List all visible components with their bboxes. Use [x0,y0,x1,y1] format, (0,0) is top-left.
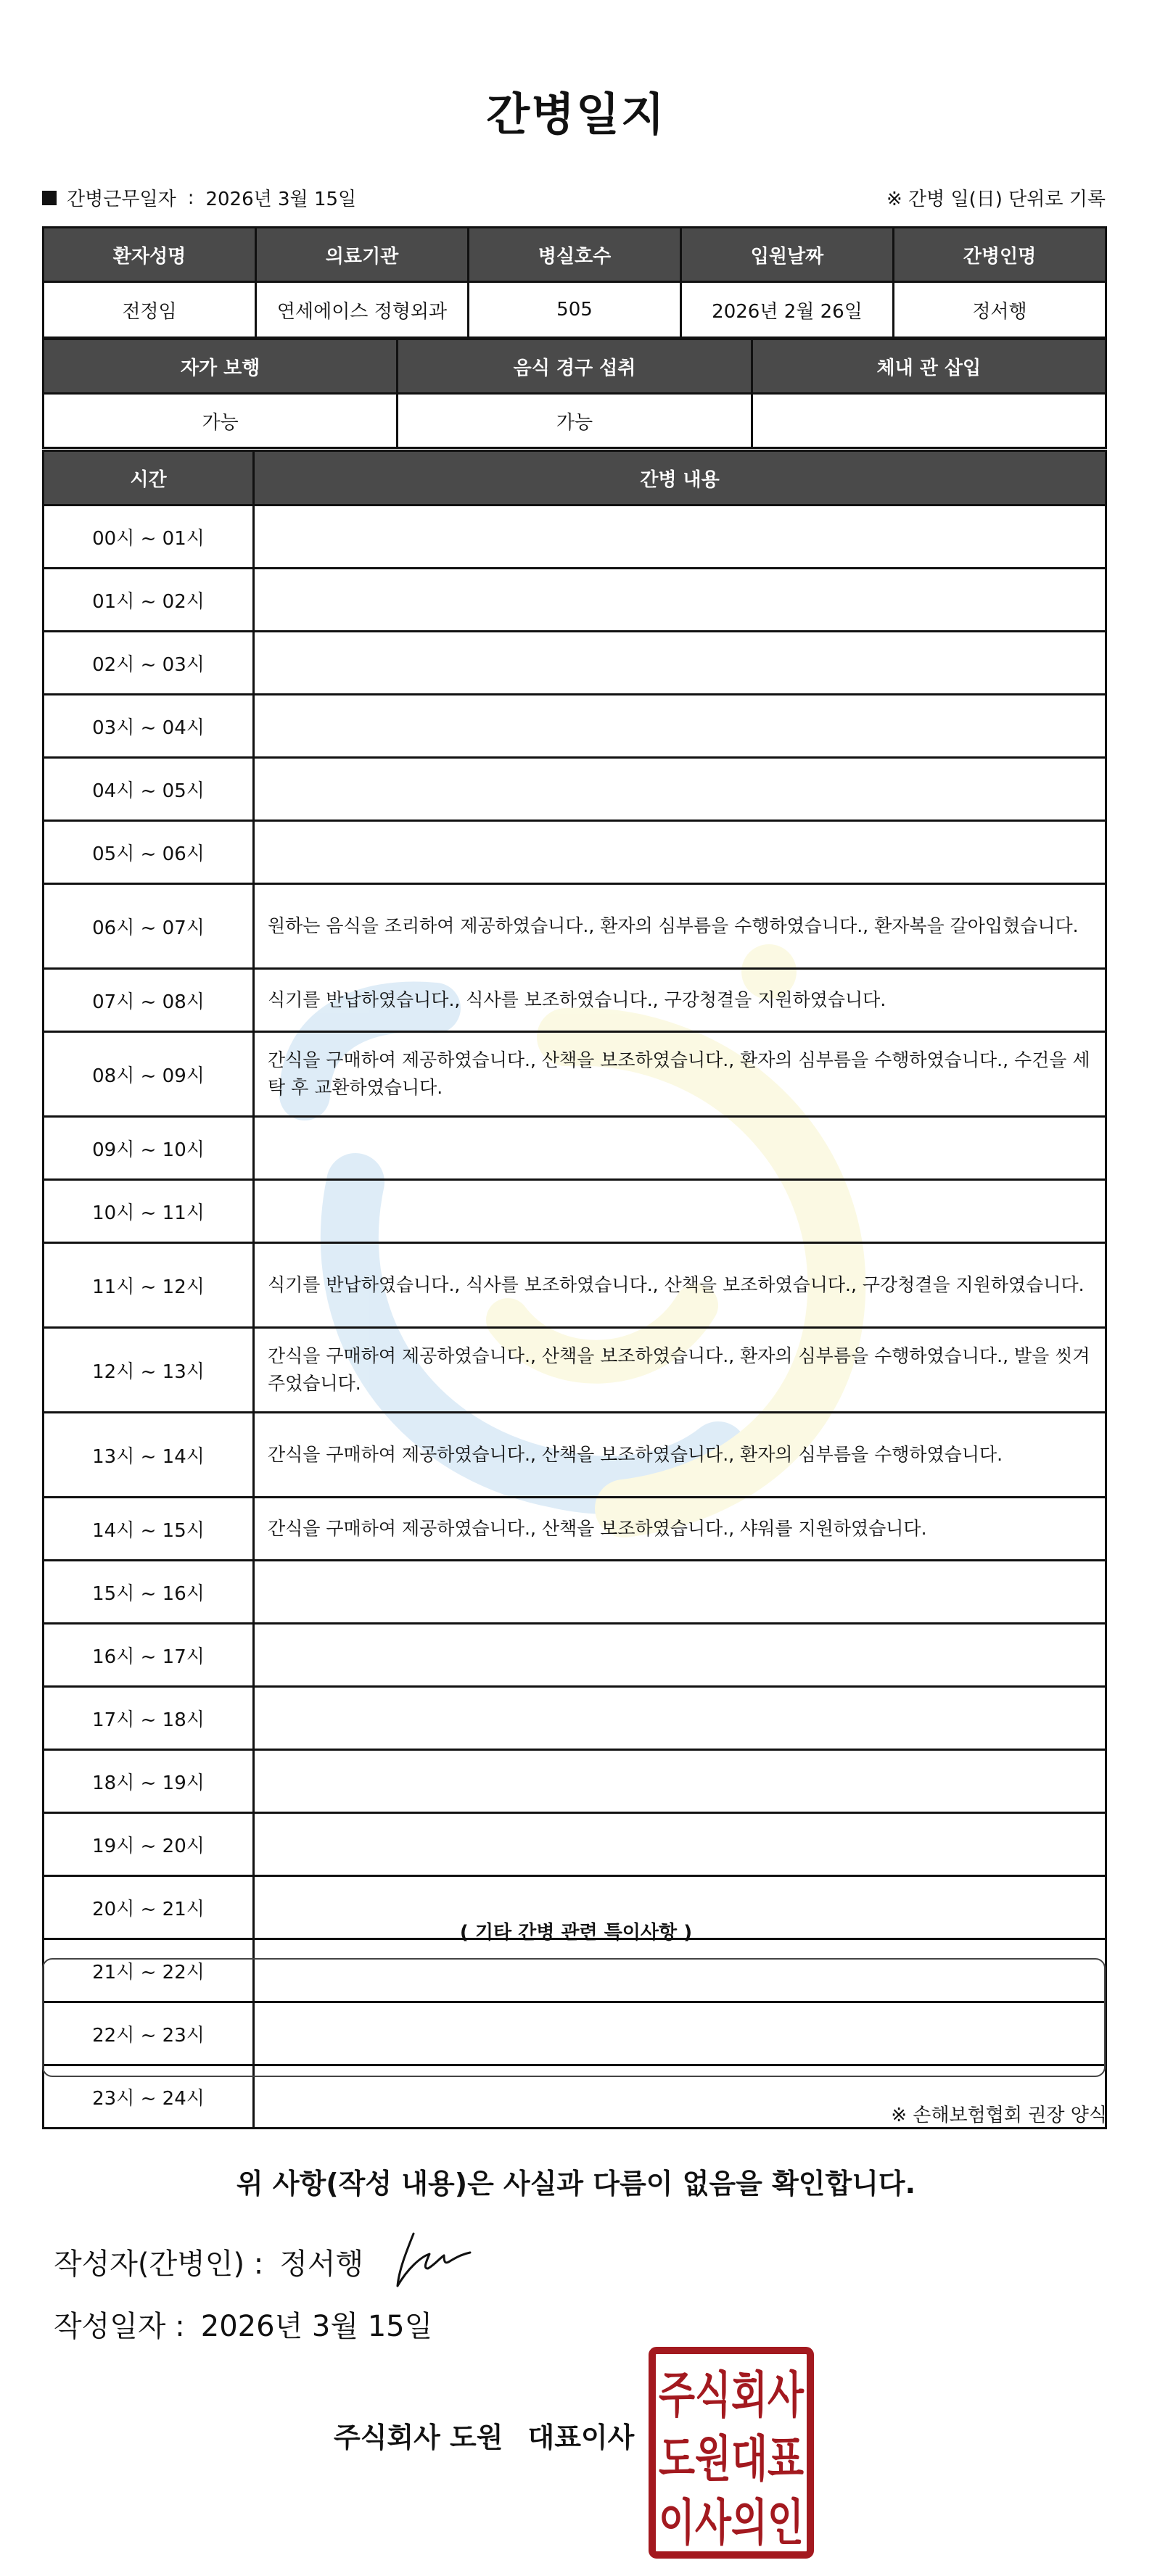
header-oral-intake: 음식 경구 섭취 [398,339,752,394]
header-tube-insertion: 체내 관 삽입 [752,339,1106,394]
table-row [44,505,1106,569]
time-cell: 01시 ~ 02시 [44,569,254,632]
time-cell: 09시 ~ 10시 [44,1117,254,1180]
time-cell: 13시 ~ 14시 [44,1413,254,1498]
care-content-cell[interactable] [254,1180,1106,1243]
header-care-content: 간병 내용 [254,451,1106,505]
company-line [334,2415,634,2455]
table-row [44,1180,1106,1243]
header-room-number: 병실호수 [469,228,681,282]
care-content-cell[interactable] [254,1750,1106,1813]
time-cell: 12시 ~ 13시 [44,1328,254,1413]
patient-info-table [42,226,1107,339]
table-row [44,1032,1106,1117]
writer-line [54,2241,363,2282]
table-row [44,1413,1106,1498]
confirmation-statement: 위 사항(작성 내용)은 사실과 다름이 없음을 확인합니다. [236,2168,916,2200]
header-admission-date: 입원날짜 [681,228,894,282]
table-row [44,1328,1106,1413]
time-cell: 19시 ~ 20시 [44,1813,254,1876]
room-number: 505 [469,282,681,338]
time-cell: 03시 ~ 04시 [44,695,254,758]
svg-text:도원대표: 도원대표 [659,2431,805,2488]
care-content-cell[interactable] [254,569,1106,632]
meta-line [42,184,1106,213]
table-row [44,1813,1106,1876]
recommend-note: ※ 손해보험협회 권장 양식 [891,2105,1107,2126]
table-row [44,1687,1106,1750]
care-content-cell[interactable] [254,1687,1106,1750]
oral-intake: 가능 [398,394,752,448]
care-content-cell[interactable] [254,1117,1106,1180]
time-cell: 16시 ~ 17시 [44,1624,254,1687]
care-content-cell[interactable] [254,505,1106,569]
date-label: 작성일자 : [54,2310,185,2343]
care-content-cell[interactable]: 식기를 반납하였습니다., 식사를 보조하였습니다., 산책을 보조하였습니다., 구강청결을 지원하였습니다. [254,1243,1106,1328]
care-content-cell[interactable] [254,1624,1106,1687]
header-self-walking: 자가 보행 [44,339,398,394]
care-content-cell[interactable]: 간식을 구매하여 제공하였습니다., 산책을 보조하였습니다., 환자의 심부름을 수행하였습니다. [254,1413,1106,1498]
time-cell: 05시 ~ 06시 [44,821,254,884]
header-hospital: 의료기관 [256,228,469,282]
time-cell: 14시 ~ 15시 [44,1498,254,1561]
time-cell: 22시 ~ 23시 [44,2002,254,2065]
tube-insertion [752,394,1106,448]
time-cell: 11시 ~ 12시 [44,1243,254,1328]
work-date-value: 2026년 3월 15일 [205,189,357,210]
table-row [44,1624,1106,1687]
care-content-cell[interactable]: 간식을 구매하여 제공하였습니다., 산책을 보조하였습니다., 샤워를 지원하였습니다. [254,1498,1106,1561]
care-content-cell[interactable]: 간식을 구매하여 제공하였습니다., 산책을 보조하였습니다., 환자의 심부름을 수행하였습니다., 수건을 세탁 후 교환하였습니다. [254,1032,1106,1117]
care-content-cell[interactable]: 원하는 음식을 조리하여 제공하였습니다., 환자의 심부름을 수행하였습니다., 환자복을 갈아입혔습니다. [254,884,1106,969]
header-time: 시간 [44,451,254,505]
header-caregiver-name: 간병인명 [894,228,1106,282]
care-log-table [42,450,1107,2129]
square-bullet-icon [42,191,57,205]
table-row [44,632,1106,695]
patient-status-table [42,338,1107,449]
care-content-cell[interactable] [254,632,1106,695]
table-row [44,1750,1106,1813]
company-name: 주식회사 도원 [334,2422,503,2453]
date-line [54,2303,432,2345]
table-row [44,1561,1106,1624]
patient-name: 전정임 [44,282,256,338]
care-content-cell[interactable]: 식기를 반납하였습니다., 식사를 보조하였습니다., 구강청결을 지원하였습니다. [254,969,1106,1032]
care-content-cell[interactable] [254,821,1106,884]
care-content-cell[interactable]: 간식을 구매하여 제공하였습니다., 산책을 보조하였습니다., 환자의 심부름을 수행하였습니다., 발을 씻겨주었습니다. [254,1328,1106,1413]
writer-name: 정서행 [279,2247,364,2281]
svg-text:이사의인: 이사의인 [659,2495,804,2552]
time-cell: 10시 ~ 11시 [44,1180,254,1243]
time-cell: 07시 ~ 08시 [44,969,254,1032]
time-cell: 06시 ~ 07시 [44,884,254,969]
seal-stamp-icon [649,2347,814,2559]
care-content-cell[interactable] [254,1561,1106,1624]
care-content-cell[interactable] [254,758,1106,821]
date-value: 2026년 3월 15일 [200,2310,433,2343]
time-cell: 23시 ~ 24시 [44,2065,254,2129]
notes-field[interactable] [42,1958,1106,2077]
care-content-cell[interactable] [254,695,1106,758]
company-role: 대표이사 [527,2422,635,2453]
time-cell: 21시 ~ 22시 [44,1939,254,2002]
work-date-separator: : [187,186,194,209]
page-title: 간병일지 [486,88,666,141]
care-content-cell[interactable] [254,1813,1106,1876]
time-cell: 20시 ~ 21시 [44,1876,254,1939]
signature-icon [392,2226,472,2292]
time-cell: 08시 ~ 09시 [44,1032,254,1117]
table-row [44,884,1106,969]
table-row [44,1498,1106,1561]
caregiver-name: 정서행 [894,282,1106,338]
table-row [44,569,1106,632]
table-row [44,1243,1106,1328]
table-row [44,1117,1106,1180]
self-walking: 가능 [44,394,398,448]
time-cell: 18시 ~ 19시 [44,1750,254,1813]
time-cell: 04시 ~ 05시 [44,758,254,821]
table-row [44,758,1106,821]
table-row [44,695,1106,758]
work-date-label: 간병근무일자 [67,189,176,210]
svg-text:주식회사: 주식회사 [659,2367,805,2424]
notes-title: ( 기타 간병 관련 특이사항 ) [459,1922,693,1944]
time-cell: 17시 ~ 18시 [44,1687,254,1750]
header-patient-name: 환자성명 [44,228,256,282]
writer-label: 작성자(간병인) : [54,2247,264,2281]
table-row [44,821,1106,884]
time-cell: 15시 ~ 16시 [44,1561,254,1624]
unit-note: ※ 간병 일(日) 단위로 기록 [886,189,1106,210]
table-row [44,969,1106,1032]
hospital: 연세에이스 정형외과 [256,282,469,338]
time-cell: 00시 ~ 01시 [44,505,254,569]
admission-date: 2026년 2월 26일 [681,282,894,338]
time-cell: 02시 ~ 03시 [44,632,254,695]
